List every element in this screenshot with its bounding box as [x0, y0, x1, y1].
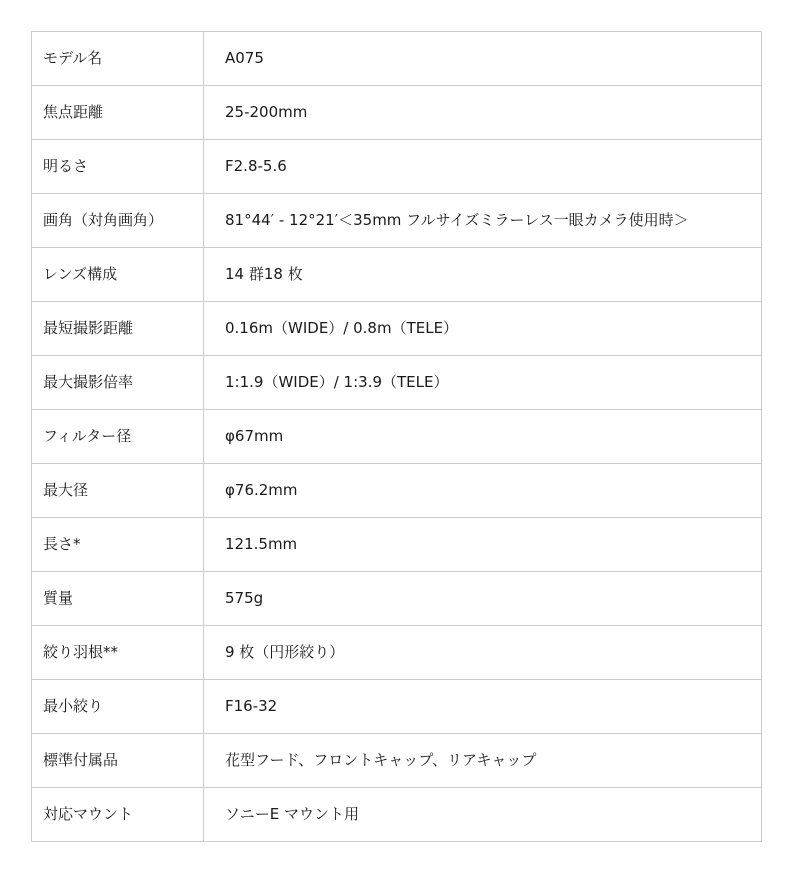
- spec-row-accessories: [32, 734, 762, 788]
- spec-row-focal-length: [32, 86, 762, 140]
- spec-value: F16-32: [204, 680, 762, 734]
- spec-value: φ67mm: [204, 410, 762, 464]
- spec-label: フィルター径: [32, 410, 204, 464]
- spec-value: φ76.2mm: [204, 464, 762, 518]
- spec-row-lens-construction: [32, 248, 762, 302]
- spec-row-mount: [32, 788, 762, 842]
- spec-value: F2.8-5.6: [204, 140, 762, 194]
- lens-spec-section: [31, 31, 762, 842]
- spec-label: 最小絞り: [32, 680, 204, 734]
- spec-row-length: [32, 518, 762, 572]
- spec-value: 575g: [204, 572, 762, 626]
- lens-spec-table: [31, 31, 762, 842]
- spec-label: モデル名: [32, 32, 204, 86]
- spec-label: 画角（対角画角）: [32, 194, 204, 248]
- spec-row-max-diameter: [32, 464, 762, 518]
- spec-value: A075: [204, 32, 762, 86]
- spec-label: 明るさ: [32, 140, 204, 194]
- spec-value: 1:1.9（WIDE）/ 1:3.9（TELE）: [204, 356, 762, 410]
- spec-label: 最大径: [32, 464, 204, 518]
- spec-value: 花型フード、フロントキャップ、リアキャップ: [204, 734, 762, 788]
- spec-row-max-magnification: [32, 356, 762, 410]
- spec-value: 81°44′ - 12°21′＜35mm フルサイズミラーレス一眼カメラ使用時＞: [204, 194, 762, 248]
- spec-row-aperture-blades: [32, 626, 762, 680]
- spec-value: 0.16m（WIDE）/ 0.8m（TELE）: [204, 302, 762, 356]
- spec-row-angle-of-view: [32, 194, 762, 248]
- spec-row-model: [32, 32, 762, 86]
- spec-label: 長さ*: [32, 518, 204, 572]
- spec-label: 質量: [32, 572, 204, 626]
- spec-value: ソニーE マウント用: [204, 788, 762, 842]
- spec-row-filter-size: [32, 410, 762, 464]
- spec-label: レンズ構成: [32, 248, 204, 302]
- spec-label: 焦点距離: [32, 86, 204, 140]
- spec-label: 最大撮影倍率: [32, 356, 204, 410]
- spec-value: 25-200mm: [204, 86, 762, 140]
- spec-value: 14 群18 枚: [204, 248, 762, 302]
- spec-label: 対応マウント: [32, 788, 204, 842]
- spec-row-weight: [32, 572, 762, 626]
- spec-row-min-object-distance: [32, 302, 762, 356]
- spec-label: 最短撮影距離: [32, 302, 204, 356]
- spec-value: 9 枚（円形絞り）: [204, 626, 762, 680]
- spec-label: 絞り羽根**: [32, 626, 204, 680]
- spec-value: 121.5mm: [204, 518, 762, 572]
- spec-label: 標準付属品: [32, 734, 204, 788]
- spec-row-min-aperture: [32, 680, 762, 734]
- spec-row-aperture: [32, 140, 762, 194]
